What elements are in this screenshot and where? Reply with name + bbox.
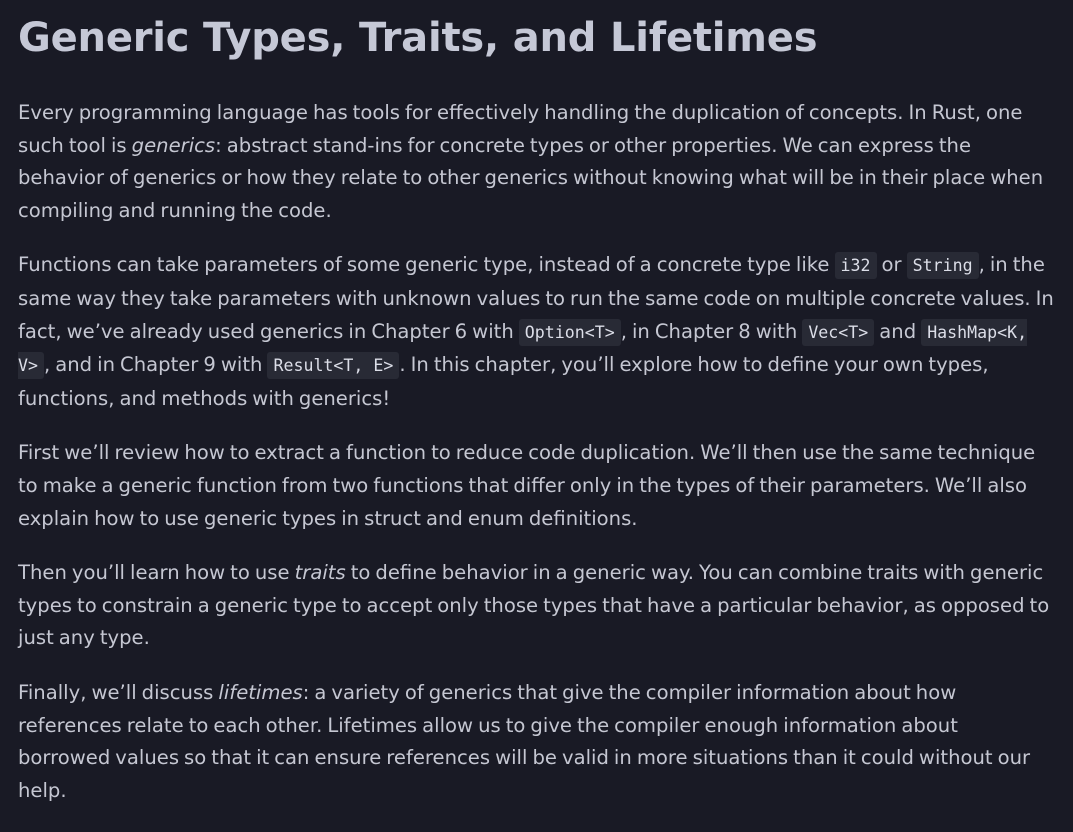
paragraph-text: Finally, we’ll discuss — [18, 680, 219, 704]
paragraph-lifetimes — [18, 677, 1055, 807]
paragraph-text: , and in Chapter 9 with — [43, 353, 268, 377]
paragraph-text: , in Chapter 8 with — [620, 319, 803, 343]
code-vec: Vec<T> — [802, 319, 874, 346]
page-title: Generic Types, Traits, and Lifetimes — [18, 15, 818, 61]
paragraph-text: and — [874, 319, 922, 343]
paragraph-text: : a variety of generics that give the compiler information about how references relate to each other. Lifetimes allow us to give the compiler enough information about borrowed values so that it can ensure references will be valid in more situations than it could without our help. — [18, 680, 1031, 802]
code-i32: i32 — [835, 252, 877, 279]
paragraph-text: or — [876, 253, 907, 277]
code-option: Option<T> — [519, 319, 621, 346]
paragraph-text: , in the same way they take parameters with unknown values to run the same code on multiple concrete values. In fact, we’ve already used generics in Chapter 6 with — [18, 253, 1054, 343]
paragraph-text: Functions can take parameters of some generic type, instead of a concrete type like — [18, 253, 835, 277]
code-result: Result<T, E> — [267, 352, 399, 379]
paragraph-text: : abstract stand-ins for concrete types or other properties. We can express the behavior of generics or how they relate to other generics without knowing what will be in their place when compiling and running the code. — [18, 133, 1044, 222]
paragraph-text: Every programming language has tools for effectively handling the duplication of concepts. In Rust, one such tool is — [18, 101, 1023, 157]
paragraph-traits — [18, 557, 1055, 655]
code-hashmap: HashMap<K, V> — [18, 319, 1027, 380]
paragraph-text: Then you’ll learn how to use — [18, 561, 295, 585]
emphasis-traits: traits — [294, 561, 346, 585]
code-string: String — [907, 252, 979, 279]
emphasis-generics: generics — [131, 133, 216, 157]
emphasis-lifetimes: lifetimes — [218, 680, 303, 704]
paragraph-functions — [18, 249, 1055, 415]
paragraph-intro — [18, 97, 1055, 227]
paragraph-text: to define behavior in a generic way. You can combine traits with generic types to constrain a generic type to accept only those types that have a particular behavior, as opposed to just any type. — [18, 561, 1050, 650]
paragraph-review: First we’ll review how to extract a function to reduce code duplication. We’ll then use the same technique to make a generic function from two functions that differ only in the types of their parameters. We’ll also explain how to use generic types in struct and enum definitions. — [18, 441, 1036, 530]
paragraph-text: . In this chapter, you’ll explore how to define your own types, functions, and methods with generics! — [18, 353, 989, 410]
